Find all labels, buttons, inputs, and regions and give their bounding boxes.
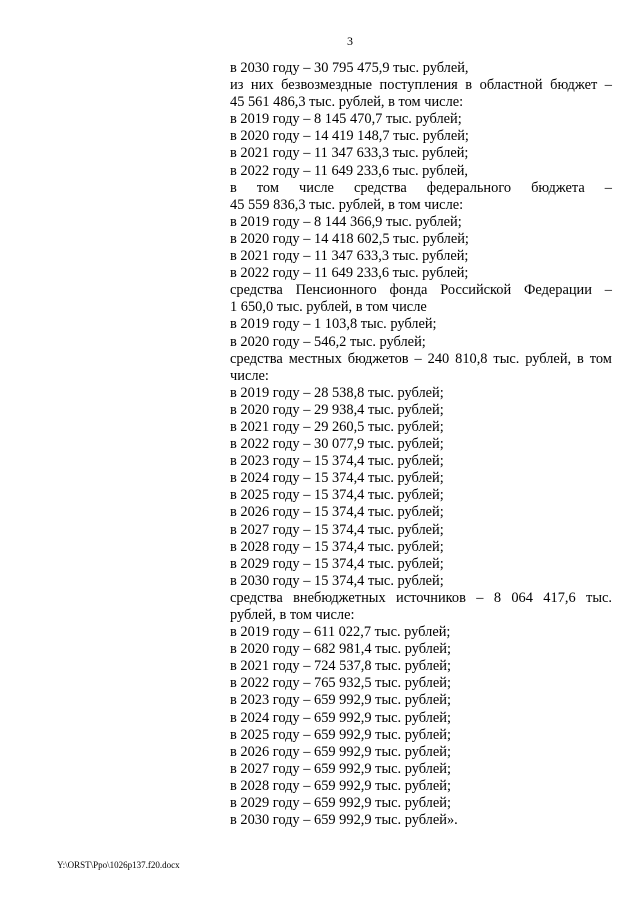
text-line: в 2019 году – 8 145 470,7 тыс. рублей; — [230, 111, 462, 128]
text-line: в 2021 году – 11 347 633,3 тыс. рублей; — [230, 248, 469, 265]
text-word: тыс. — [586, 589, 612, 606]
text-line: в 2027 году – 659 992,9 тыс. рублей; — [230, 760, 451, 777]
text-word: Пенсионного — [295, 282, 377, 299]
text-line: в 2028 году – 659 992,9 тыс. рублей; — [230, 777, 451, 794]
text-word: фонда — [389, 282, 428, 299]
text-line: в 2029 году – 659 992,9 тыс. рублей; — [230, 795, 451, 812]
text-line — [230, 180, 612, 197]
text-line: в 2029 году – 15 374,4 тыс. рублей; — [230, 555, 444, 572]
text-line — [230, 77, 612, 94]
text-line: в 2022 году – 11 649 233,6 тыс. рублей, — [230, 162, 468, 179]
text-word: том — [589, 350, 612, 367]
text-word: безвозмездные — [281, 77, 372, 94]
text-word: средства — [230, 282, 283, 299]
text-word: в — [465, 77, 473, 94]
document-body — [230, 60, 612, 829]
text-word: – — [414, 350, 422, 367]
text-word: федерального — [426, 179, 512, 196]
page-number: 3 — [347, 34, 353, 48]
text-line: в 2021 году – 29 260,5 тыс. рублей; — [230, 418, 444, 435]
text-line: в 2021 году – 11 347 633,3 тыс. рублей; — [230, 145, 469, 162]
text-line: в 2020 году – 682 981,4 тыс. рублей; — [230, 641, 451, 658]
text-word: источников — [396, 589, 466, 606]
text-line: в 2030 году – 15 374,4 тыс. рублей; — [230, 572, 444, 589]
text-word: средства — [353, 179, 407, 196]
text-line: в 2030 году – 30 795 475,9 тыс. рублей, — [230, 60, 469, 76]
text-word: тыс. — [493, 350, 520, 367]
text-line: в 2023 году – 659 992,9 тыс. рублей; — [230, 692, 451, 709]
text-line: в 2021 году – 724 537,8 тыс. рублей; — [230, 658, 451, 675]
text-word: – — [604, 179, 612, 196]
text-line: в 2030 году – 659 992,9 тыс. рублей». — [230, 812, 458, 829]
text-line: в 2020 году – 29 938,4 тыс. рублей; — [230, 401, 444, 418]
text-line: в 2025 году – 659 992,9 тыс. рублей; — [230, 726, 451, 743]
text-word: бюджет — [550, 77, 598, 94]
text-word: в — [577, 350, 584, 367]
text-word: Федерации — [524, 282, 592, 299]
text-word: – — [476, 589, 484, 606]
footer-file-path: Y:\ORST\Ppo\1026p137.f20.docx — [57, 860, 180, 870]
text-word: областной — [479, 77, 543, 94]
text-word: числе — [299, 179, 334, 196]
text-line: в 2022 году – 30 077,9 тыс. рублей; — [230, 436, 444, 453]
text-line: в 2020 году – 14 419 148,7 тыс. рублей; — [230, 128, 469, 145]
text-line: в 2019 году – 1 103,8 тыс. рублей; — [230, 316, 437, 333]
text-word: в — [230, 179, 237, 196]
text-line: в 2019 году – 28 538,8 тыс. рублей; — [230, 384, 444, 401]
text-word: том — [256, 179, 279, 196]
text-word: местных — [288, 350, 342, 367]
text-line: в 2024 году – 659 992,9 тыс. рублей; — [230, 709, 451, 726]
text-word: Российской — [440, 282, 512, 299]
text-word: 240 — [427, 350, 450, 367]
text-word: из — [230, 77, 244, 94]
text-line — [230, 282, 612, 299]
text-word: средства — [230, 350, 283, 367]
text-line: рублей, в том числе: — [230, 607, 355, 623]
text-word: 064 — [511, 589, 533, 606]
text-word: поступления — [379, 77, 458, 94]
text-line: в 2020 году – 14 418 602,5 тыс. рублей; — [230, 230, 469, 247]
text-line: 45 559 836,3 тыс. рублей, в том числе: — [230, 196, 464, 213]
text-word: бюджетов — [347, 350, 409, 367]
text-line — [230, 351, 612, 368]
text-line: в 2019 году – 8 144 366,9 тыс. рублей; — [230, 213, 462, 230]
text-line: в 2020 году – 546,2 тыс. рублей; — [230, 333, 426, 350]
text-line: в 2026 году – 659 992,9 тыс. рублей; — [230, 743, 451, 760]
text-line: в 2027 году – 15 374,4 тыс. рублей; — [230, 521, 444, 538]
text-word: 417,6 — [543, 589, 576, 606]
text-line: в 2022 году – 11 649 233,6 тыс. рублей; — [230, 265, 469, 282]
text-line: в 2024 году – 15 374,4 тыс. рублей; — [230, 470, 444, 487]
text-line: в 2028 году – 15 374,4 тыс. рублей; — [230, 538, 444, 555]
text-line: в 2026 году – 15 374,4 тыс. рублей; — [230, 504, 444, 521]
text-word: рублей, — [525, 350, 572, 367]
text-line: числе: — [230, 367, 269, 384]
text-word: 810,8 — [455, 350, 488, 367]
text-line: в 2019 году – 611 022,7 тыс. рублей; — [230, 624, 451, 641]
text-word: 8 — [493, 589, 502, 606]
text-line: 45 561 486,3 тыс. рублей, в том числе: — [230, 94, 464, 111]
text-word: средства — [230, 589, 283, 606]
text-line — [230, 590, 612, 607]
text-line: 1 650,0 тыс. рублей, в том числе — [230, 299, 427, 316]
text-word: внебюджетных — [293, 589, 386, 606]
text-line: в 2023 году – 15 374,4 тыс. рублей; — [230, 453, 444, 470]
text-word: них — [250, 77, 274, 94]
text-line: в 2025 году – 15 374,4 тыс. рублей; — [230, 487, 444, 504]
text-word: – — [604, 77, 612, 94]
text-line: в 2022 году – 765 932,5 тыс. рублей; — [230, 675, 451, 692]
text-word: – — [604, 282, 612, 299]
text-word: бюджета — [531, 179, 585, 196]
